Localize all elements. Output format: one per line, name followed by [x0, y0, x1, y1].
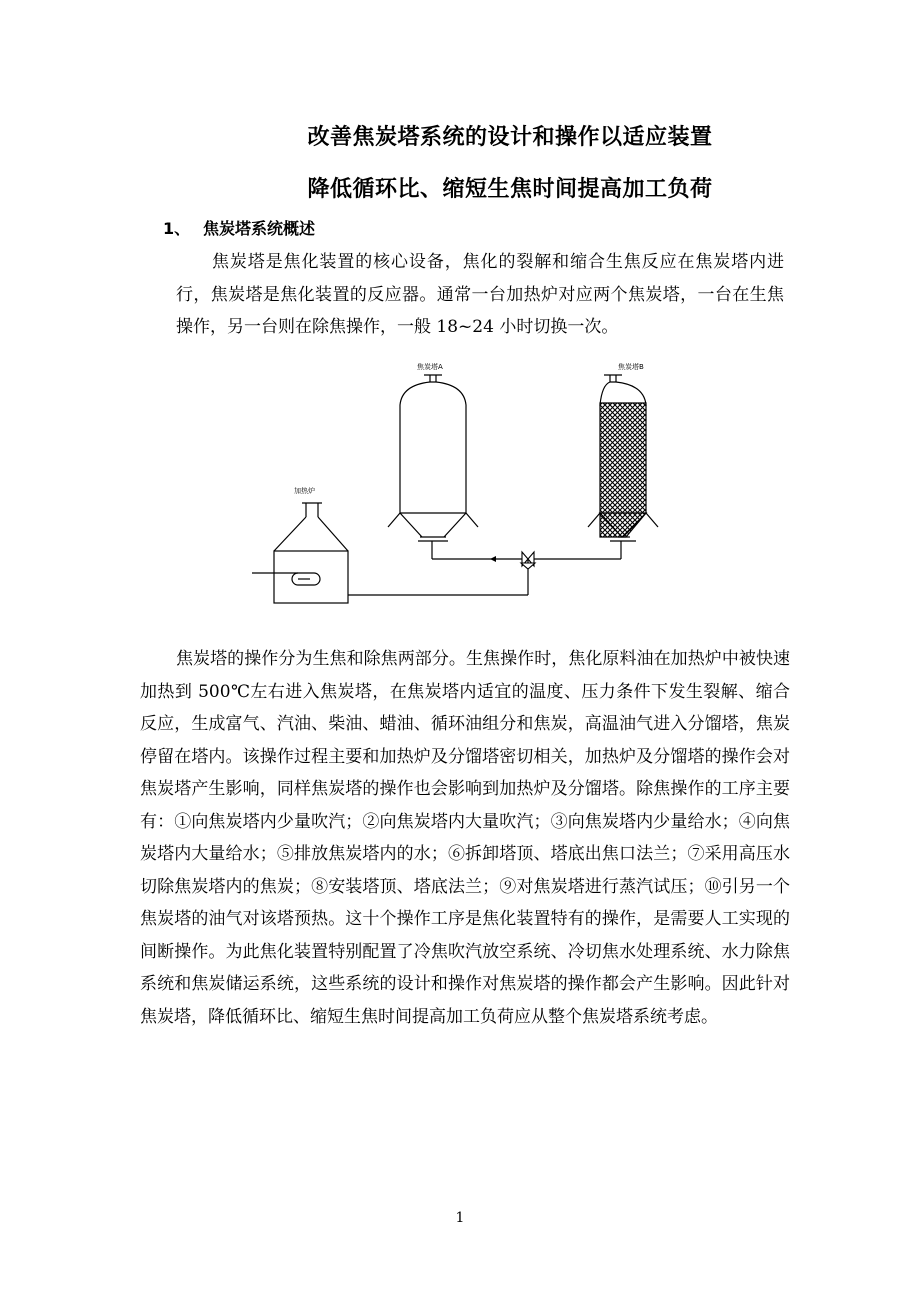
coke-tower-b	[588, 375, 658, 541]
document-title-line-1: 改善焦炭塔系统的设计和操作以适应装置	[307, 125, 713, 150]
coke-tower-diagram	[240, 355, 700, 615]
heating-furnace	[252, 503, 348, 603]
tower-a-label: 焦炭塔A	[417, 363, 443, 371]
section-number: 1、	[163, 219, 191, 238]
section-heading	[163, 216, 315, 239]
transfer-piping	[348, 541, 621, 595]
tower-b-label: 焦炭塔B	[618, 363, 644, 371]
furnace-label: 加热炉	[294, 487, 315, 495]
page-number: 1	[455, 1210, 465, 1226]
paragraph-operations: 焦炭塔的操作分为生焦和除焦两部分。生焦操作时，焦化原料油在加热炉中被快速加热到 500℃左右进入焦炭塔，在焦炭塔内适宜的温度、压力条件下发生裂解、缩合反应，生成富气、汽油、柴油、蜡油、循环油组分和焦炭，高温油气进入分馏塔，焦炭停留在塔内。该操作过程主要和加热炉及分馏塔密切相关，加热炉及分馏塔的操作会对焦炭塔产生影响，同样焦炭塔的操作也会影响到加热炉及分馏塔。除焦操作的工序主要有：①向焦炭塔内少量吹汽；②向焦炭塔内大量吹汽；③向焦炭塔内少量给水；④向焦炭塔内大量给水；⑤排放焦炭塔内的水；⑥拆卸塔顶、塔底出焦口法兰；⑦采用高压水切除焦炭塔内的焦炭；⑧安装塔顶、塔底法兰；⑨对焦炭塔进行蒸汽试压；⑩引另一个焦炭塔的油气对该塔预热。这十个操作工序是焦化装置特有的操作，是需要人工实现的间断操作。为此焦化装置特别配置了冷焦吹汽放空系统、冷切焦水处理系统、水力除焦系统和焦炭储运系统，这些系统的设计和操作对焦炭塔的操作都会产生影响。因此针对焦炭塔，降低循环比、缩短生焦时间提高加工负荷应从整个焦炭塔系统考虑。	[140, 649, 790, 1027]
document-title-line-2: 降低循环比、缩短生焦时间提高加工负荷	[307, 177, 713, 202]
paragraph-intro: 焦炭塔是焦化装置的核心设备，焦化的裂解和缩合生焦反应在焦炭塔内进行，焦炭塔是焦化装置的反应器。通常一台加热炉对应两个焦炭塔，一台在生焦操作，另一台则在除焦操作，一般 18~24 小时切换一次。	[176, 252, 784, 337]
coke-tower-a	[388, 375, 478, 541]
flow-arrow	[490, 556, 496, 562]
section-title: 焦炭塔系统概述	[203, 219, 316, 238]
